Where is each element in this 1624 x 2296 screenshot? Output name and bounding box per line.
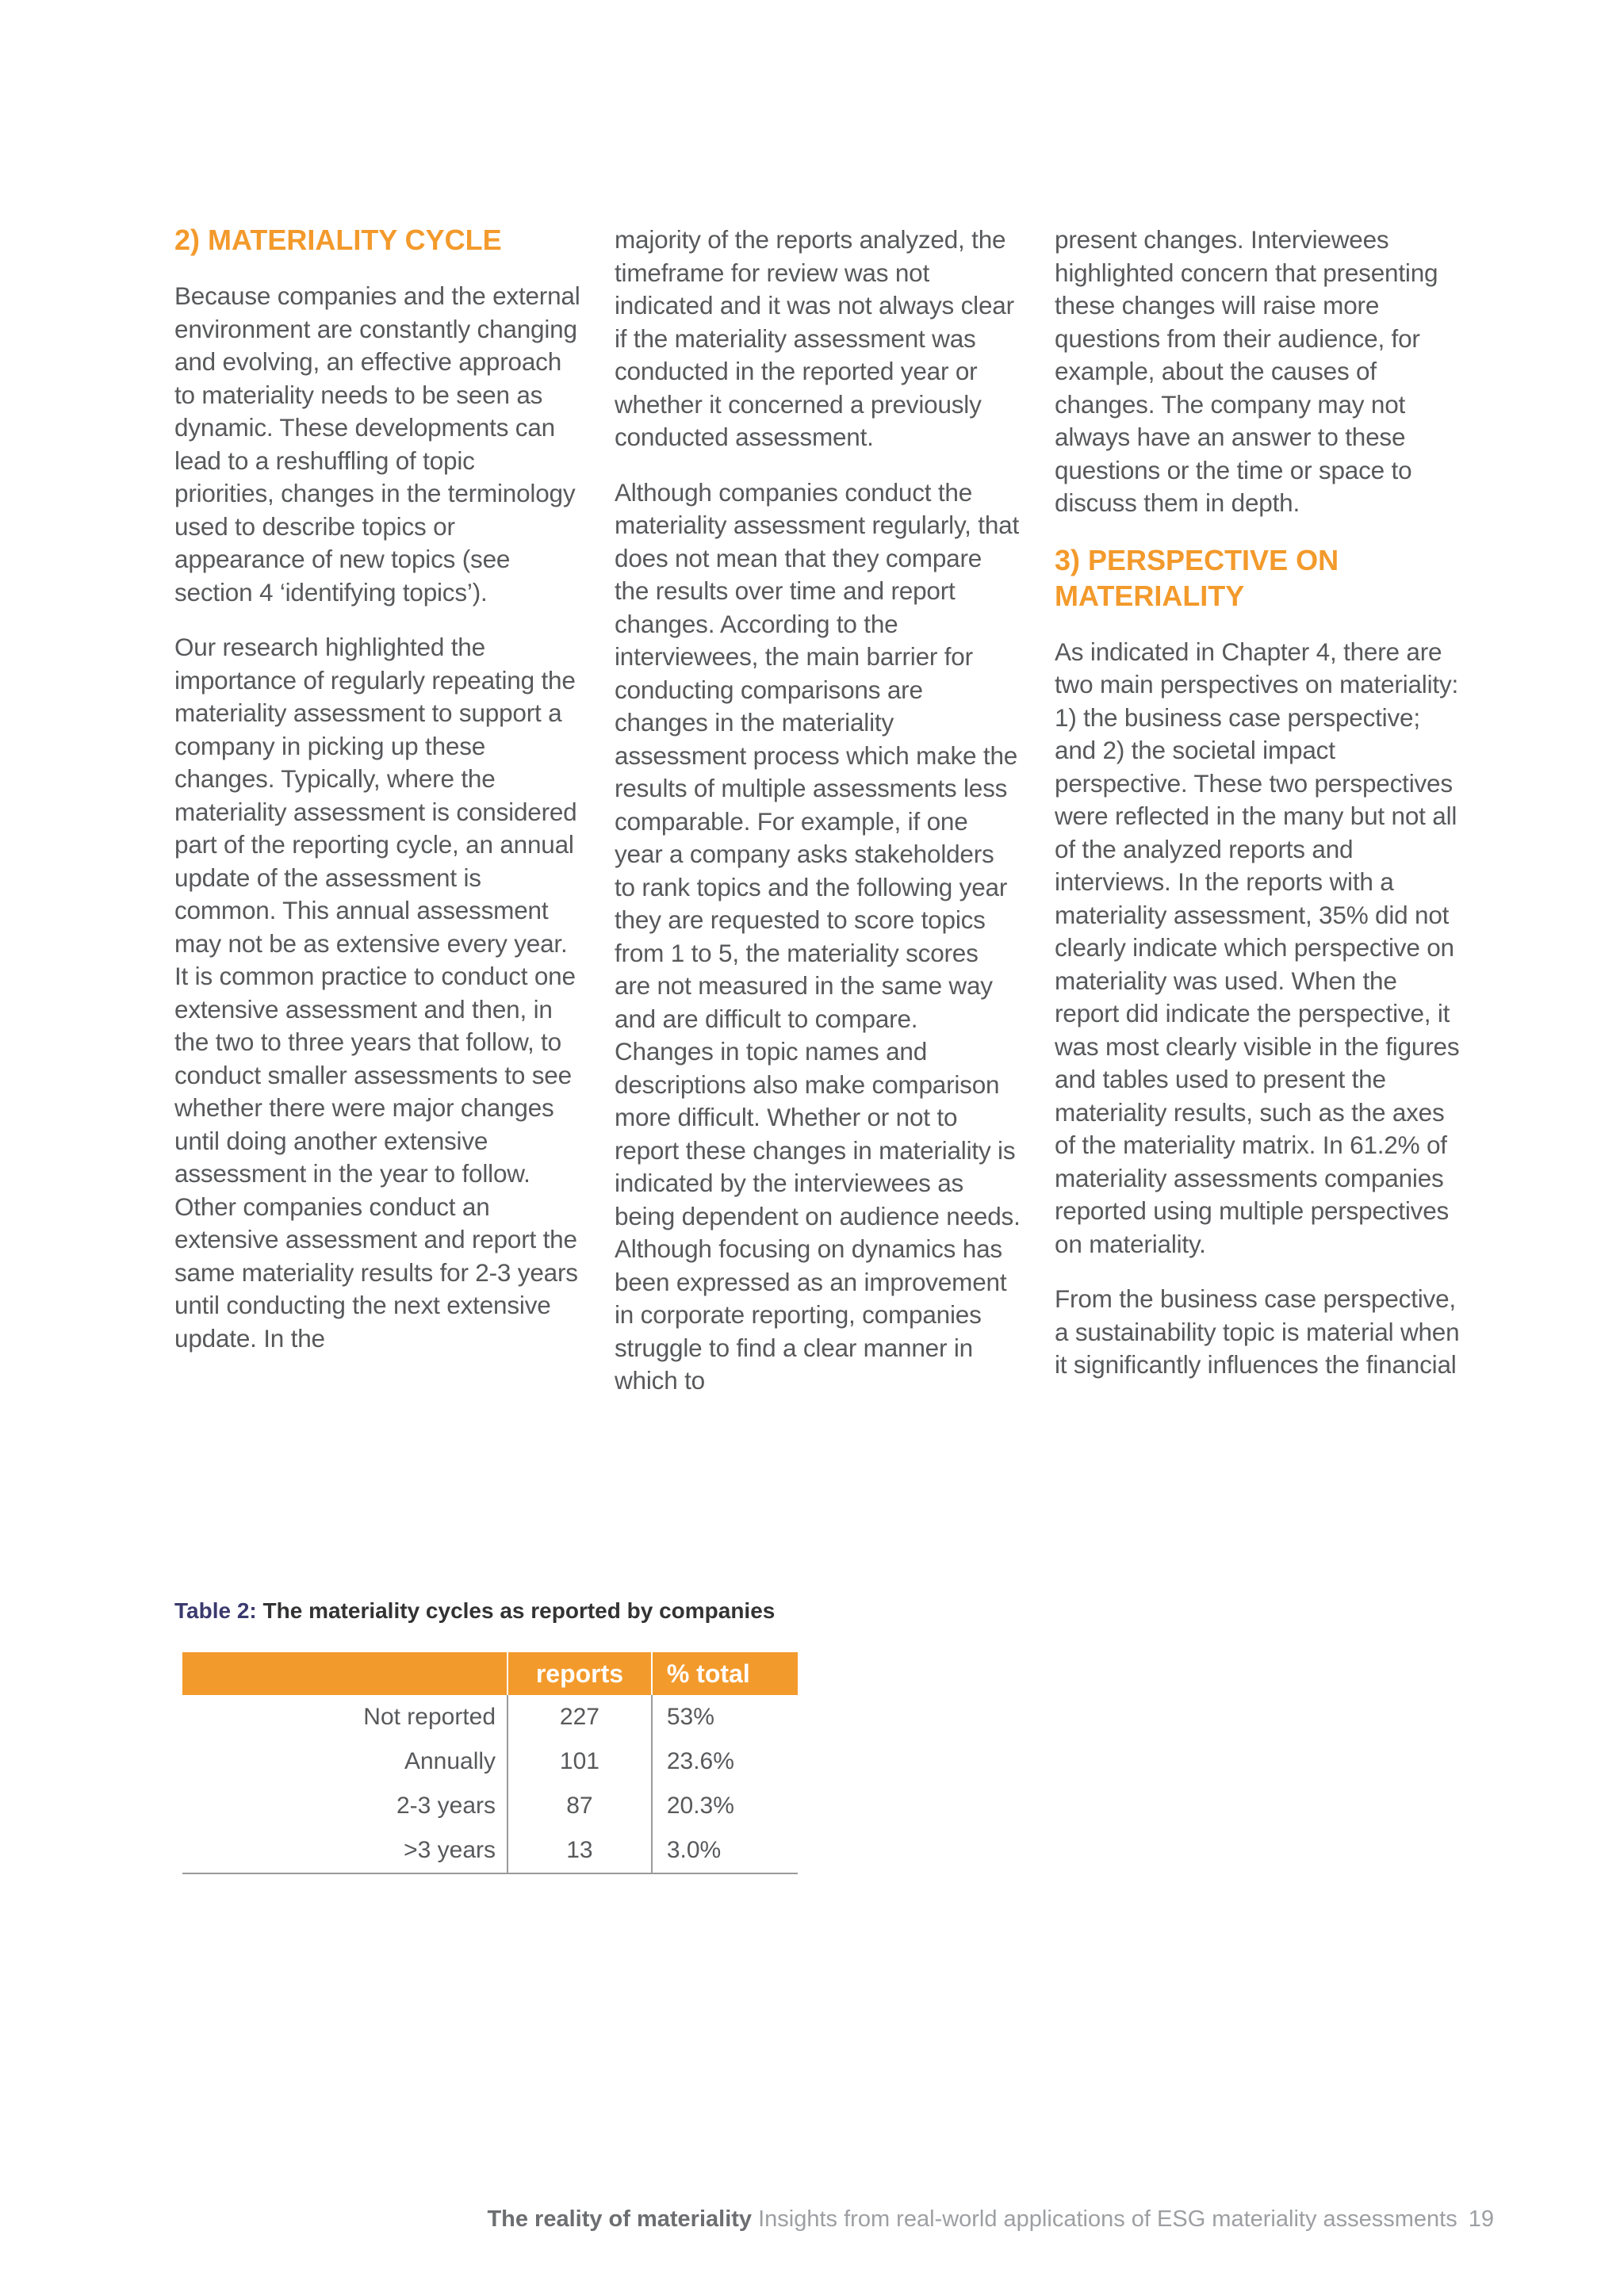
table-row	[182, 1784, 798, 1828]
paragraph: majority of the reports analyzed, the timeframe for review was not indicated and it was not always clear if the materiality assessment was conducted in the reported year or whether it concerned a previously conducted assessment.	[615, 225, 1014, 451]
table-row	[182, 1739, 798, 1784]
footer-title: The reality of materiality	[487, 2206, 753, 2232]
table-header-row	[182, 1652, 798, 1695]
reports-value: 87	[508, 1784, 652, 1828]
paragraph: present changes. Interviewees highlighted concern that presenting these changes will raise more questions from their audience, for example, about the causes of changes. The company may not always have an answer to these questions or the time or space to discuss them in depth.	[1055, 225, 1438, 517]
section-heading-perspective: 3) PERSPECTIVE ON MATERIALITY	[1055, 543, 1339, 612]
table-caption	[174, 1598, 775, 1624]
paragraph: From the business case perspective, a sustainability topic is material when it significantly influences the financial	[1055, 1284, 1460, 1379]
row-label: Annually	[404, 1748, 496, 1774]
percent-value: 23.6%	[652, 1739, 798, 1784]
paragraph: Because companies and the external environment are constantly changing and evolving, an effective approach to materiality needs to be seen as dynamic. These developments can lead to a reshuffling of topic priorities, changes in the terminology used to describe topics or appearance of new topics (see section 4 ‘identifying topics’).	[174, 281, 580, 607]
materiality-cycles-table	[182, 1652, 798, 1874]
page-footer	[487, 2206, 1494, 2233]
percent-value: 53%	[652, 1695, 798, 1739]
percent-value: 20.3%	[652, 1784, 798, 1828]
row-label: 2-3 years	[396, 1793, 496, 1819]
reports-value: 101	[508, 1739, 652, 1784]
table-row	[182, 1695, 798, 1739]
paragraph: Our research highlighted the importance of regularly repeating the materiality assessment to support a company in picking up these changes. Typically, where the materiality assessment is considered part of the reporting cycle, an annual update of the assessment is common. This annual assessment may not be as extensive every year. It is common practice to conduct one extensive assessment and then, in the two to three years that follow, to conduct smaller assessments to see whether there were major changes until doing another extensive assessment in the year to follow. Other companies conduct an extensive assessment and report the same materiality results for 2-3 years until conducting the next extensive update. In the	[174, 633, 578, 1353]
table-header-cell: reports	[508, 1652, 652, 1695]
column-1	[174, 224, 580, 1377]
table-caption-label: Table 2:	[174, 1598, 257, 1623]
reports-value: 13	[508, 1828, 652, 1873]
table-caption-text: The materiality cycles as reported by companies	[256, 1598, 776, 1623]
section-heading-materiality-cycle: 2) MATERIALITY CYCLE	[174, 224, 502, 256]
column-2	[615, 224, 1021, 1420]
table-row	[182, 1828, 798, 1873]
footer-subtitle: Insights from real-world applications of ESG materiality assessments	[752, 2206, 1457, 2232]
row-label: >3 years	[182, 1828, 508, 1873]
paragraph: Although companies conduct the materiality assessment regularly, that does not mean that they compare the results over time and report changes. According to the interviewees, the main barrier for conducting comparisons are changes in the materiality assessment process which make the results of multiple assessments less comparable. For example, if one year a company asks stakeholders to rank topics and the following year they are requested to score topics from 1 to 5, the materiality scores are not measured in the same way and are difficult to compare. Changes in topic names and descriptions also make comparison more difficult. Whether or not to report these changes in materiality is indicated by the interviewees as being dependent on audience needs. Although focusing on dynamics has been expressed as an improvement in corporate reporting, companies struggle to find a clear manner in which to	[615, 477, 1021, 1395]
table-header-cell	[182, 1652, 508, 1695]
row-label: Not reported	[363, 1704, 496, 1730]
table-header-cell: % total	[652, 1652, 798, 1695]
percent-value: 3.0%	[652, 1828, 798, 1873]
reports-value: 227	[508, 1695, 652, 1739]
page-number: 19	[1468, 2206, 1494, 2232]
paragraph: As indicated in Chapter 4, there are two main perspectives on materiality: 1) the business case perspective; and 2) the societal impact perspective. These two perspectives were reflected in the many but not all of the analyzed reports and interviews. In the reports with a materiality assessment, 35% did not clearly indicate which perspective on materiality was used. When the report did indicate the perspective, it was most clearly visible in the figures and tables used to present the materiality results, such as the axes of the materiality matrix. In 61.2% of materiality assessments companies reported using multiple perspectives on materiality.	[1055, 637, 1460, 1258]
column-3	[1055, 224, 1461, 1404]
